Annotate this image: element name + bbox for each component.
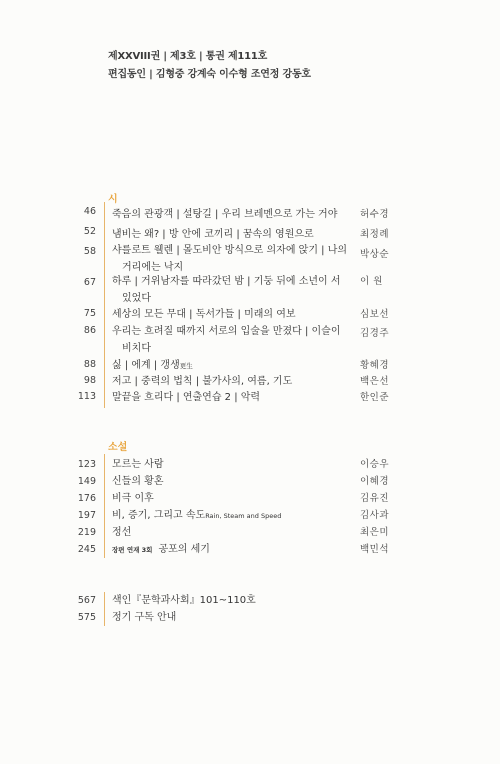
section-heading-poetry: 시 (108, 194, 118, 205)
entry-title: 죽음의 관광객 | 설탕길 | 우리 브레멘으로 가는 거야 (112, 209, 338, 220)
entry-author: 백민석 (360, 544, 390, 555)
entry-title-line1: 우리는 흐려질 때까지 서로의 입술을 만졌다 | 이슬이 (112, 326, 341, 337)
entry-author: 이혜경 (360, 476, 390, 487)
page-number: 197 (77, 510, 96, 521)
entry-title-english: Rain, Steam and Speed (205, 512, 282, 520)
entry-author: 백은선 (360, 376, 390, 387)
entry-title: 모르는 사람 (112, 459, 164, 470)
entry-title-text: 싫 | 에계 | 갱생 (112, 360, 180, 371)
page-number: 52 (83, 226, 96, 237)
page-number: 149 (77, 476, 96, 487)
page-number: 219 (77, 527, 96, 538)
page-number: 176 (77, 493, 96, 504)
entry-title (112, 242, 348, 276)
entry-author: 박상순 (360, 249, 390, 260)
entry-title-line2: 거리에는 낙지 (122, 262, 184, 273)
entry-author: 최은미 (360, 527, 390, 538)
volume-info: 제XXVIII권 | 제3호 | 통권 제111호 (108, 51, 268, 62)
entry-title-line2: 있었다 (122, 293, 151, 304)
entry-title-line1: 하루 | 거위남자를 따라갔던 밤 | 기둥 뒤에 소년이 서 (112, 276, 341, 287)
divider-line (104, 202, 105, 408)
page-number: 123 (77, 459, 96, 470)
entry-author: 김유진 (360, 493, 390, 504)
entry-title (112, 507, 344, 525)
entry-author: 심보선 (360, 309, 390, 320)
entry-author: 이승우 (360, 459, 390, 470)
entry-title-text: 비, 증기, 그리고 속도 (112, 510, 206, 521)
entry-title-hanja: 更生 (179, 362, 193, 370)
editors-info: 편집동인 | 김형중 강계숙 이수형 조연정 강동호 (108, 69, 311, 80)
entry-title: 냄비는 왜? | 방 안에 코끼리 | 꿈속의 영원으로 (112, 229, 314, 240)
entry-title: 저고 | 중력의 법칙 | 불가사의, 여름, 기도 (112, 376, 293, 387)
page-number: 98 (83, 375, 96, 386)
entry-author: 최정례 (360, 229, 390, 240)
entry-title: 세상의 모든 무대 | 독서가들 | 미래의 여보 (112, 309, 296, 320)
entry-title: 신들의 황혼 (112, 476, 164, 487)
page-number: 58 (83, 246, 96, 257)
entry-title: 색인『문학과사회』101~110호 (112, 595, 256, 606)
entry-title-line1: 샤를로트 웰렌 | 몰도비안 방식으로 의자에 앉기 | 나의 (112, 245, 348, 256)
entry-title-line2: 비치다 (122, 343, 151, 354)
entry-title: 말끝을 흐리다 | 연출연습 2 | 악력 (112, 392, 261, 403)
serial-tag: 장편 연재 3회 (112, 546, 153, 554)
entry-title (112, 273, 344, 307)
entry-title (112, 323, 344, 357)
page-number: 67 (83, 277, 96, 288)
entry-author: 허수경 (360, 209, 390, 220)
entry-author: 이 원 (360, 276, 383, 287)
entry-title (112, 541, 344, 559)
page-number: 245 (77, 544, 96, 555)
divider-line (104, 592, 105, 626)
page-number: 113 (77, 391, 96, 402)
entry-title-text: 공포의 세기 (158, 544, 210, 555)
section-heading-fiction: 소설 (108, 442, 128, 453)
page-number: 575 (77, 612, 96, 623)
page-number: 88 (83, 359, 96, 370)
page-number: 86 (83, 325, 96, 336)
entry-author: 김경주 (360, 328, 390, 339)
page-number: 567 (77, 595, 96, 606)
entry-author: 황혜경 (360, 360, 390, 371)
journal-header (108, 48, 311, 84)
divider-line (104, 454, 105, 558)
page-number: 75 (83, 308, 96, 319)
entry-title: 비극 이후 (112, 493, 154, 504)
page-number: 46 (83, 206, 96, 217)
entry-author: 한인준 (360, 392, 390, 403)
entry-author: 김사과 (360, 510, 390, 521)
entry-title: 정기 구독 안내 (112, 612, 177, 623)
entry-title: 정선 (112, 527, 132, 538)
